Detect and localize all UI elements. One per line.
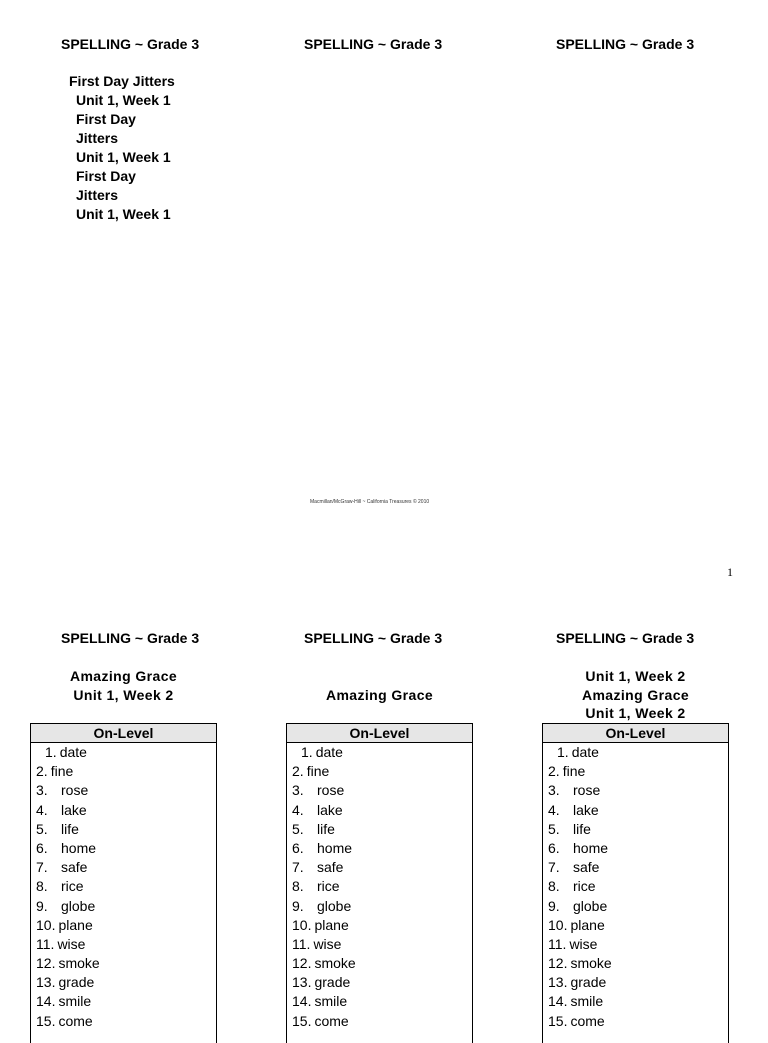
word-number: 15. xyxy=(36,1012,56,1029)
word-number: 9. xyxy=(36,897,48,914)
spelling-word: grade xyxy=(58,974,95,991)
word-number: 10. xyxy=(292,916,312,933)
word-number: 12. xyxy=(548,955,568,972)
word-number: 3. xyxy=(292,782,304,799)
page1-title-line: Unit 1, Week 1 xyxy=(76,92,171,108)
word-number: 1. xyxy=(301,744,313,760)
word-number: 4. xyxy=(292,801,304,818)
word-list-item xyxy=(287,916,472,935)
word-list-item xyxy=(31,973,216,992)
word-list-item xyxy=(287,1012,472,1031)
spelling-word: date xyxy=(571,744,599,760)
word-list-item xyxy=(31,916,216,935)
word-list-item xyxy=(287,877,472,896)
spelling-word: rose xyxy=(573,782,601,799)
word-list-item xyxy=(543,839,728,858)
page1-title-line: First Day Jitters xyxy=(69,73,175,89)
word-number: 12. xyxy=(36,955,56,972)
word-number: 5. xyxy=(292,820,304,837)
word-list-item xyxy=(543,897,728,916)
word-number: 8. xyxy=(36,878,48,895)
word-number: 11. xyxy=(292,935,311,952)
spelling-word: home xyxy=(317,839,353,856)
page1-title-line: Unit 1, Week 1 xyxy=(76,149,171,165)
word-number: 7. xyxy=(36,859,48,876)
page1-title-line: First Day xyxy=(76,168,136,184)
word-list-item xyxy=(31,935,216,954)
page2-col3-title xyxy=(542,667,729,723)
word-list-item xyxy=(287,897,472,916)
spelling-word: wise xyxy=(57,935,86,952)
word-list-item xyxy=(31,897,216,916)
word-number: 2. xyxy=(36,763,48,780)
spelling-word: smile xyxy=(314,993,348,1010)
spelling-word: life xyxy=(317,820,335,837)
page1-title-block xyxy=(69,72,175,224)
word-list-item xyxy=(543,820,728,839)
spelling-word: come xyxy=(314,1012,349,1029)
spelling-word: globe xyxy=(61,897,96,914)
word-number: 10. xyxy=(548,916,568,933)
word-list-item xyxy=(543,781,728,800)
page1-header-col1: SPELLING ~ Grade 3 xyxy=(61,36,200,52)
word-number: 10. xyxy=(36,916,56,933)
word-number: 6. xyxy=(292,839,304,856)
word-list-item xyxy=(543,1012,728,1031)
word-list-item xyxy=(287,954,472,973)
word-number: 2. xyxy=(292,763,304,780)
word-number: 2. xyxy=(548,763,560,780)
spelling-word: grade xyxy=(570,974,607,991)
word-number: 6. xyxy=(36,839,48,856)
word-list-item xyxy=(31,877,216,896)
col3-title-line: Amazing Grace xyxy=(581,686,690,703)
spelling-word: rice xyxy=(317,878,340,895)
word-number: 15. xyxy=(548,1012,568,1029)
word-list-item xyxy=(31,839,216,858)
spelling-word: lake xyxy=(317,801,343,818)
word-list-heading: On-Level xyxy=(31,724,216,743)
word-list-item xyxy=(31,801,216,820)
spelling-word: lake xyxy=(61,801,87,818)
word-number: 1. xyxy=(45,744,57,760)
word-number: 14. xyxy=(292,993,312,1010)
spelling-word: rice xyxy=(573,878,596,895)
word-list-item xyxy=(287,801,472,820)
word-list-item xyxy=(543,935,728,954)
spelling-word: wise xyxy=(313,935,342,952)
word-list-item xyxy=(31,762,216,781)
spelling-word: fine xyxy=(306,763,330,780)
word-number: 11. xyxy=(548,935,567,952)
spelling-word: date xyxy=(315,744,343,760)
word-number: 12. xyxy=(292,955,312,972)
word-number: 8. xyxy=(548,878,560,895)
word-number: 14. xyxy=(36,993,56,1010)
spelling-word: fine xyxy=(562,763,586,780)
word-number: 13. xyxy=(292,974,312,991)
word-list-item xyxy=(543,973,728,992)
word-list-item xyxy=(287,858,472,877)
word-number: 14. xyxy=(548,993,568,1010)
spelling-word: globe xyxy=(573,897,608,914)
word-number: 5. xyxy=(36,820,48,837)
spelling-word: safe xyxy=(573,859,600,876)
word-list-item xyxy=(543,801,728,820)
word-list-item xyxy=(543,992,728,1011)
word-list-item xyxy=(31,820,216,839)
page1-title-line: Jitters xyxy=(76,130,119,146)
page2-col1-title xyxy=(30,667,217,704)
page1-footer-copyright: Macmillan/McGraw-Hill ~ California Treasures © 2010 xyxy=(310,499,430,505)
word-list-item xyxy=(543,858,728,877)
page2-header-col1: SPELLING ~ Grade 3 xyxy=(61,630,200,646)
word-list-item xyxy=(31,992,216,1011)
spelling-word: fine xyxy=(50,763,74,780)
col3-title-line: Unit 1, Week 2 xyxy=(585,705,686,721)
spelling-word: grade xyxy=(314,974,351,991)
spelling-word: globe xyxy=(317,897,352,914)
word-list-heading: On-Level xyxy=(287,724,472,743)
spelling-word: home xyxy=(573,839,609,856)
spelling-word: plane xyxy=(58,916,93,933)
word-number: 15. xyxy=(292,1012,312,1029)
word-number: 11. xyxy=(36,935,55,952)
word-list-item xyxy=(287,839,472,858)
col1-title-line: Amazing Grace xyxy=(69,668,178,684)
page-number: 1 xyxy=(727,565,733,579)
spelling-word: date xyxy=(59,744,87,760)
word-list-item xyxy=(287,973,472,992)
col2-title-line: Amazing Grace xyxy=(325,687,434,703)
word-list-item xyxy=(543,743,728,762)
word-list-item xyxy=(31,1012,216,1031)
col3-title-line: Unit 1, Week 2 xyxy=(585,668,686,684)
word-number: 1. xyxy=(557,744,569,760)
page2-header-col3: SPELLING ~ Grade 3 xyxy=(556,630,695,646)
spelling-word: safe xyxy=(61,859,88,876)
word-list-item xyxy=(543,877,728,896)
page1-title-line: Unit 1, Week 1 xyxy=(76,206,171,222)
word-list-item xyxy=(31,781,216,800)
spelling-word: smile xyxy=(58,993,92,1010)
spelling-word: plane xyxy=(314,916,349,933)
word-list-col1 xyxy=(30,723,217,1043)
word-list-item xyxy=(543,916,728,935)
page2-col2-title xyxy=(286,686,473,705)
page1-header-col2: SPELLING ~ Grade 3 xyxy=(304,36,443,52)
spelling-word: rose xyxy=(61,782,89,799)
word-number: 5. xyxy=(548,820,560,837)
page1-title-line: Jitters xyxy=(76,187,119,203)
spelling-word: home xyxy=(61,839,97,856)
spelling-word: smile xyxy=(570,993,604,1010)
word-list-heading: On-Level xyxy=(543,724,728,743)
spelling-word: rice xyxy=(61,878,84,895)
word-list-item xyxy=(31,743,216,762)
spelling-word: lake xyxy=(573,801,599,818)
spelling-word: come xyxy=(58,1012,93,1029)
spelling-word: rose xyxy=(317,782,345,799)
word-number: 6. xyxy=(548,839,560,856)
page2-header-col2: SPELLING ~ Grade 3 xyxy=(304,630,443,646)
spelling-word: life xyxy=(573,820,591,837)
spelling-word: smoke xyxy=(570,955,612,972)
word-list-col2 xyxy=(286,723,473,1043)
word-list-item xyxy=(287,992,472,1011)
word-list-item xyxy=(543,762,728,781)
word-number: 4. xyxy=(548,801,560,818)
word-list-item xyxy=(287,781,472,800)
word-number: 9. xyxy=(292,897,304,914)
word-list-item xyxy=(287,820,472,839)
word-list-col3 xyxy=(542,723,729,1043)
word-number: 8. xyxy=(292,878,304,895)
word-list-item xyxy=(287,935,472,954)
word-list-item xyxy=(31,858,216,877)
page1-header-col3: SPELLING ~ Grade 3 xyxy=(556,36,695,52)
spelling-word: smoke xyxy=(58,955,100,972)
spelling-word: life xyxy=(61,820,79,837)
word-list-item xyxy=(287,762,472,781)
spelling-word: come xyxy=(570,1012,605,1029)
word-number: 13. xyxy=(548,974,568,991)
word-number: 3. xyxy=(548,782,560,799)
word-list-item xyxy=(287,743,472,762)
word-number: 7. xyxy=(548,859,560,876)
spelling-word: plane xyxy=(570,916,605,933)
word-number: 9. xyxy=(548,897,560,914)
col1-title-line: Unit 1, Week 2 xyxy=(73,686,174,703)
word-list-item xyxy=(31,954,216,973)
page1-title-line: First Day xyxy=(76,111,136,127)
word-number: 4. xyxy=(36,801,48,818)
spelling-word: wise xyxy=(569,935,598,952)
spelling-word: smoke xyxy=(314,955,356,972)
spelling-word: safe xyxy=(317,859,344,876)
word-number: 3. xyxy=(36,782,48,799)
word-number: 7. xyxy=(292,859,304,876)
word-number: 13. xyxy=(36,974,56,991)
word-list-item xyxy=(543,954,728,973)
